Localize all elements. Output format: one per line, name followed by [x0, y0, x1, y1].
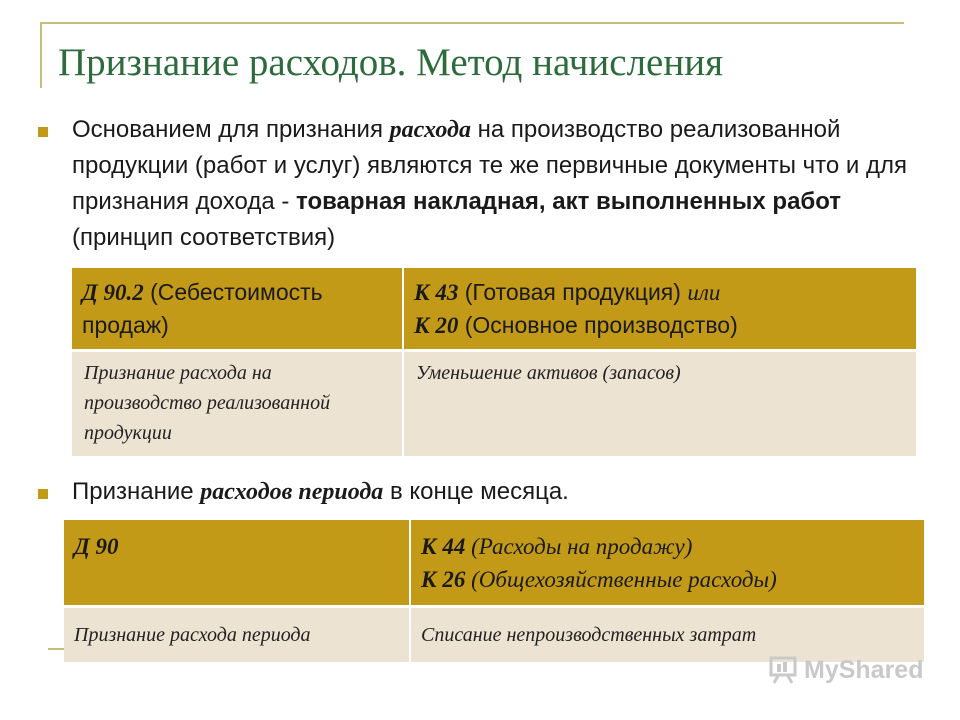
frame-top-line: [42, 22, 904, 24]
bullet-text-2: [72, 474, 569, 510]
debit-account: Д 90.2: [82, 280, 144, 305]
bullet-text-1: [72, 112, 942, 256]
bullet1-text-part: Основанием для признания: [72, 116, 390, 143]
credit-account: К 44: [421, 534, 466, 559]
credit-description: (Расходы на продажу): [465, 534, 693, 559]
credit-account: К 20: [414, 313, 459, 338]
credit-description: (Основное производство): [458, 312, 738, 338]
credit-description: (Общехозяйственные расходы): [465, 567, 777, 592]
credit-cell: [410, 520, 925, 606]
credit-meaning: Списание непроизводственных затрат: [410, 606, 925, 662]
table-row-body: [72, 350, 917, 456]
credit-account: К 26: [421, 567, 466, 592]
bullet1-text-part: на производство реализованной продукции (работ и услуг) являются те же первичные документы что и для признания дохода -: [72, 116, 907, 215]
frame-left-line: [40, 22, 42, 88]
bullet1-text-part: (принцип соответствия): [72, 224, 336, 251]
debit-cell: [72, 268, 403, 350]
table-row-header: [72, 268, 917, 350]
presentation-board-icon: [768, 655, 798, 685]
debit-account: Д 90: [74, 534, 119, 559]
debit-meaning: Признание расхода на производство реализованной продукции: [72, 350, 403, 456]
watermark-logo: [768, 655, 923, 685]
credit-cell: [403, 268, 917, 350]
debit-cell: [64, 520, 410, 606]
bullet1-keyword: расхода: [389, 117, 471, 143]
bullet2-keyword: расходов периода: [200, 479, 384, 505]
bullet2-text-part: Признание: [72, 478, 201, 505]
credit-line: [421, 530, 916, 563]
bullet-square-icon: [38, 489, 48, 499]
bullet1-bold-docs: товарная накладная, акт выполненных работ: [296, 188, 842, 215]
bullet-square-icon: [38, 127, 48, 137]
credit-line: [421, 563, 916, 596]
posting-table-2: [64, 520, 926, 662]
debit-description: (Себестоимость продаж): [82, 279, 323, 338]
posting-table-1: [72, 268, 918, 456]
credit-account: К 43: [414, 280, 459, 305]
slide-title: Признание расходов. Метод начисления: [58, 41, 724, 84]
bullet2-text-part: в конце месяца.: [383, 478, 569, 505]
credit-or: или: [687, 280, 721, 305]
credit-meaning: Уменьшение активов (запасов): [403, 350, 917, 456]
credit-description: (Готовая продукция): [458, 279, 688, 305]
debit-meaning: Признание расхода периода: [64, 606, 410, 662]
table-row-header: [64, 520, 925, 606]
table-row-body: [64, 606, 925, 662]
watermark-text: MyShared: [804, 655, 924, 684]
